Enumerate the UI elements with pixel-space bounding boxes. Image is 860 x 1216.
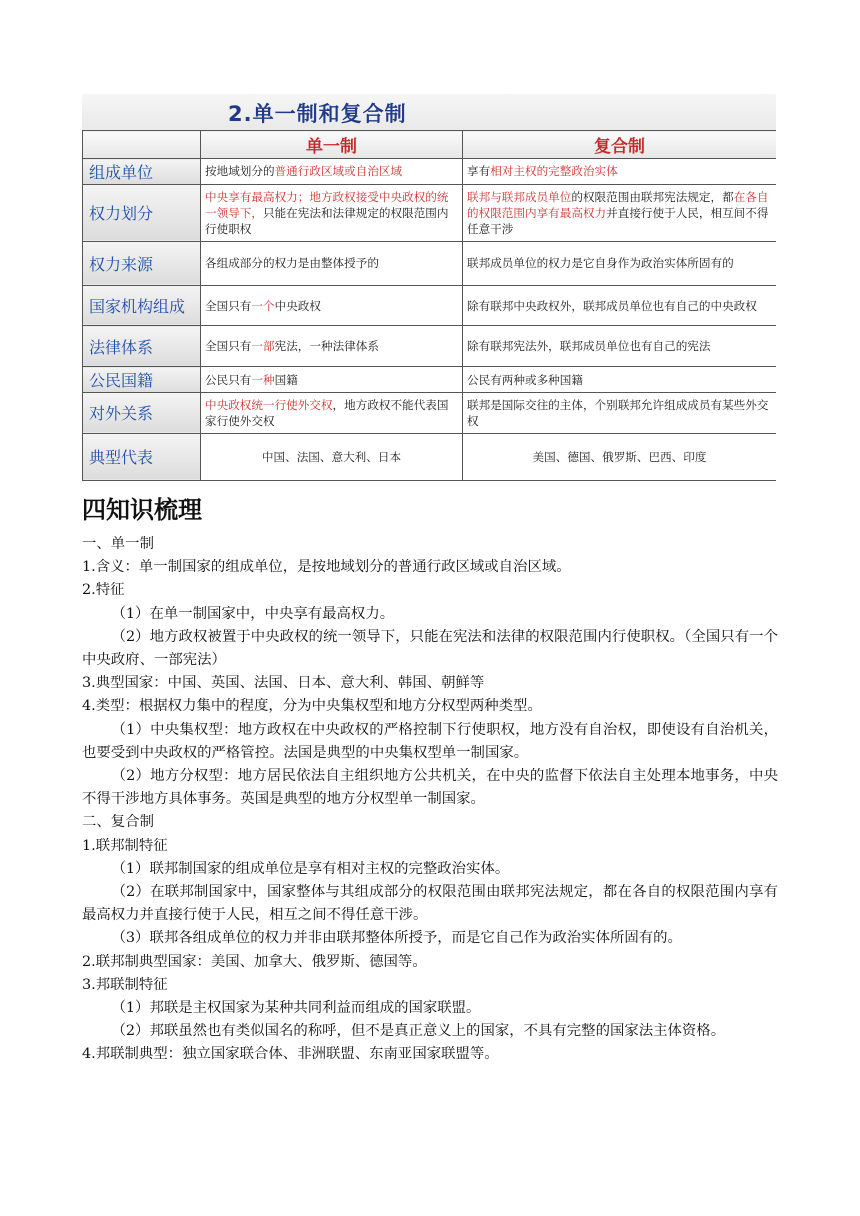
cell-text-segment: 宪法，一种法律体系 xyxy=(274,339,379,354)
row-label: 权力划分 xyxy=(83,184,201,241)
header-unitary: 单一制 xyxy=(201,131,463,159)
composite-cell xyxy=(463,159,777,185)
cell-text-segment: 一部 xyxy=(251,339,275,354)
unitary-cell xyxy=(201,392,463,433)
cell-text-segment: 全国只有 xyxy=(205,298,252,313)
unitary-cell xyxy=(201,285,463,326)
table-row xyxy=(83,326,777,367)
cell-text-segment: 全国只有 xyxy=(205,339,252,354)
cell-text-segment: 联邦是国际交往的主体，个别联邦允许组成成员有某些外交权 xyxy=(467,397,769,428)
row-label: 国家机构组成 xyxy=(83,285,201,326)
note-paragraph: 3.典型国家：中国、英国、法国、日本、意大利、韩国、朝鲜等 xyxy=(82,675,485,692)
cell-text-segment: 联邦成员单位的权力是它自身作为政治实体所固有的 xyxy=(467,256,734,271)
table-row xyxy=(83,392,777,433)
cell-text-segment: ，地方政权不能代表国家行使外交权 xyxy=(205,397,449,428)
row-label: 典型代表 xyxy=(83,433,201,480)
note-paragraph: （2）地方分权型：地方居民依法自主组织地方公共机关，在中央的监督下依法自主处理本地事务，中央不得干涉地方具体事务。英国是典型的地方分权型单一制国家。 xyxy=(82,768,778,808)
cell-text-segment: 美国、德国、俄罗斯、巴西、印度 xyxy=(532,449,707,464)
note-paragraph: 4.类型：根据权力集中的程度，分为中央集权型和地方分权型两种类型。 xyxy=(82,698,542,715)
cell-text-segment: 联邦与联邦成员单位 xyxy=(467,189,572,204)
note-paragraph: （2）邦联虽然也有类似国名的称呼，但不是真正意义上的国家，不具有完整的国家法主体资格。 xyxy=(111,1023,726,1040)
composite-cell xyxy=(463,367,777,393)
note-paragraph: 2.联邦制典型国家：美国、加拿大、俄罗斯、德国等。 xyxy=(82,953,427,970)
composite-cell xyxy=(463,184,777,241)
cell-text-segment: 公民只有 xyxy=(205,372,252,387)
section-heading: 四知识梳理 xyxy=(82,496,202,524)
cell-text-segment: 一个 xyxy=(251,298,275,313)
row-label: 权力来源 xyxy=(83,241,201,285)
note-paragraph: 1.含义：单一制国家的组成单位，是按地域划分的普通行政区域或自治区域。 xyxy=(82,559,571,576)
note-paragraph: （2）在联邦制国家中，国家整体与其组成部分的权限范围由联邦宪法规定，都在各自的权限范围内享有最高权力并直接行使于人民，相互之间不得任意干涉。 xyxy=(82,884,778,924)
cell-text-segment: 公民有两种或多种国籍 xyxy=(467,372,583,387)
unitary-cell xyxy=(201,241,463,285)
unitary-cell xyxy=(201,326,463,367)
cell-text-segment: 只能在宪法和法律规定的权限范围内行使职权 xyxy=(205,205,449,236)
note-paragraph: （3）联邦各组成单位的权力并非由联邦整体所授予，而是它自己作为政治实体所固有的。 xyxy=(111,930,682,947)
row-label: 组成单位 xyxy=(83,159,201,185)
note-paragraph: 4.邦联制典型：独立国家联合体、非洲联盟、东南亚国家联盟等。 xyxy=(82,1046,499,1063)
table-row xyxy=(83,241,777,285)
table-row xyxy=(83,285,777,326)
note-paragraph: （1）中央集权型：地方政权在中央政权的严格控制下行使职权，地方没有自治权，即使设有自治机关，也要受到中央政权的严格管控。法国是典型的中央集权型单一制国家。 xyxy=(82,721,778,761)
cell-text-segment: 的权限范围由联邦宪法规定，都 xyxy=(571,189,734,204)
header-empty xyxy=(83,131,201,159)
cell-text-segment: 除有联邦宪法外，联邦成员单位也有自己的宪法 xyxy=(467,339,711,354)
unitary-cell xyxy=(201,159,463,185)
cell-text-segment: 国籍 xyxy=(274,372,298,387)
composite-cell xyxy=(463,433,777,480)
row-label: 法律体系 xyxy=(83,326,201,367)
table-row xyxy=(83,184,777,241)
cell-text-segment: 各组成部分的权力是由整体授予的 xyxy=(205,256,379,271)
row-label: 对外关系 xyxy=(83,392,201,433)
table-header-row xyxy=(83,131,777,159)
cell-text-segment: 中央政权 xyxy=(274,298,321,313)
cell-text-segment: 在各自的权限范围内享有最高权力 xyxy=(467,189,769,220)
composite-cell xyxy=(463,241,777,285)
cell-text-segment: 并直接行使于人民，相互间不得任意干涉 xyxy=(467,205,769,236)
table-row xyxy=(83,433,777,480)
comparison-table-figure xyxy=(82,94,776,481)
note-paragraph: （2）地方政权被置于中央政权的统一领导下，只能在宪法和法律的权限范围内行使职权。（全国只有一个中央政府、一部宪法） xyxy=(82,628,778,669)
unitary-cell xyxy=(201,367,463,393)
cell-text-segment: 中央享有最高权力；地方政权接受中央政权的统一领导下， xyxy=(205,189,449,220)
cell-text-segment: 一种 xyxy=(251,372,275,387)
cell-text-segment: 按地域划分的 xyxy=(205,164,275,179)
cell-text-segment: 中国、法国、意大利、日本 xyxy=(261,449,402,464)
note-paragraph: （1）联邦制国家的组成单位是享有相对主权的完整政治实体。 xyxy=(111,860,510,877)
composite-cell xyxy=(463,285,777,326)
note-paragraph: （1）在单一制国家中，中央享有最高权力。 xyxy=(111,605,395,622)
composite-cell xyxy=(463,326,777,367)
row-label: 公民国籍 xyxy=(83,367,201,393)
note-paragraph: （1）邦联是主权国家为某种共同利益而组成的国家联盟。 xyxy=(111,1000,481,1017)
table-title xyxy=(82,94,776,130)
comparison-table xyxy=(82,130,776,481)
cell-text-segment: 中央政权统一行使外交权 xyxy=(205,397,333,412)
note-paragraph: 2.特征 xyxy=(82,582,125,599)
unitary-cell xyxy=(201,184,463,241)
composite-cell xyxy=(463,392,777,433)
table-row xyxy=(83,159,777,185)
cell-text-segment: 相对主权的完整政治实体 xyxy=(490,164,618,179)
note-paragraph: 一、单一制 xyxy=(82,536,154,552)
table-title-text: 2.单一制和复合制 xyxy=(228,102,407,126)
cell-text-segment: 除有联邦中央政权外，联邦成员单位也有自己的中央政权 xyxy=(467,298,757,313)
unitary-cell xyxy=(201,433,463,480)
note-paragraph: 3.邦联制特征 xyxy=(82,976,168,993)
note-paragraph: 二、复合制 xyxy=(82,814,154,831)
note-paragraph: 1.联邦制特征 xyxy=(82,837,168,854)
header-composite: 复合制 xyxy=(463,131,777,159)
cell-text-segment: 普通行政区域或自治区域 xyxy=(274,164,403,179)
knowledge-notes xyxy=(82,533,778,1067)
table-row xyxy=(83,367,777,393)
cell-text-segment: 享有 xyxy=(467,164,491,179)
